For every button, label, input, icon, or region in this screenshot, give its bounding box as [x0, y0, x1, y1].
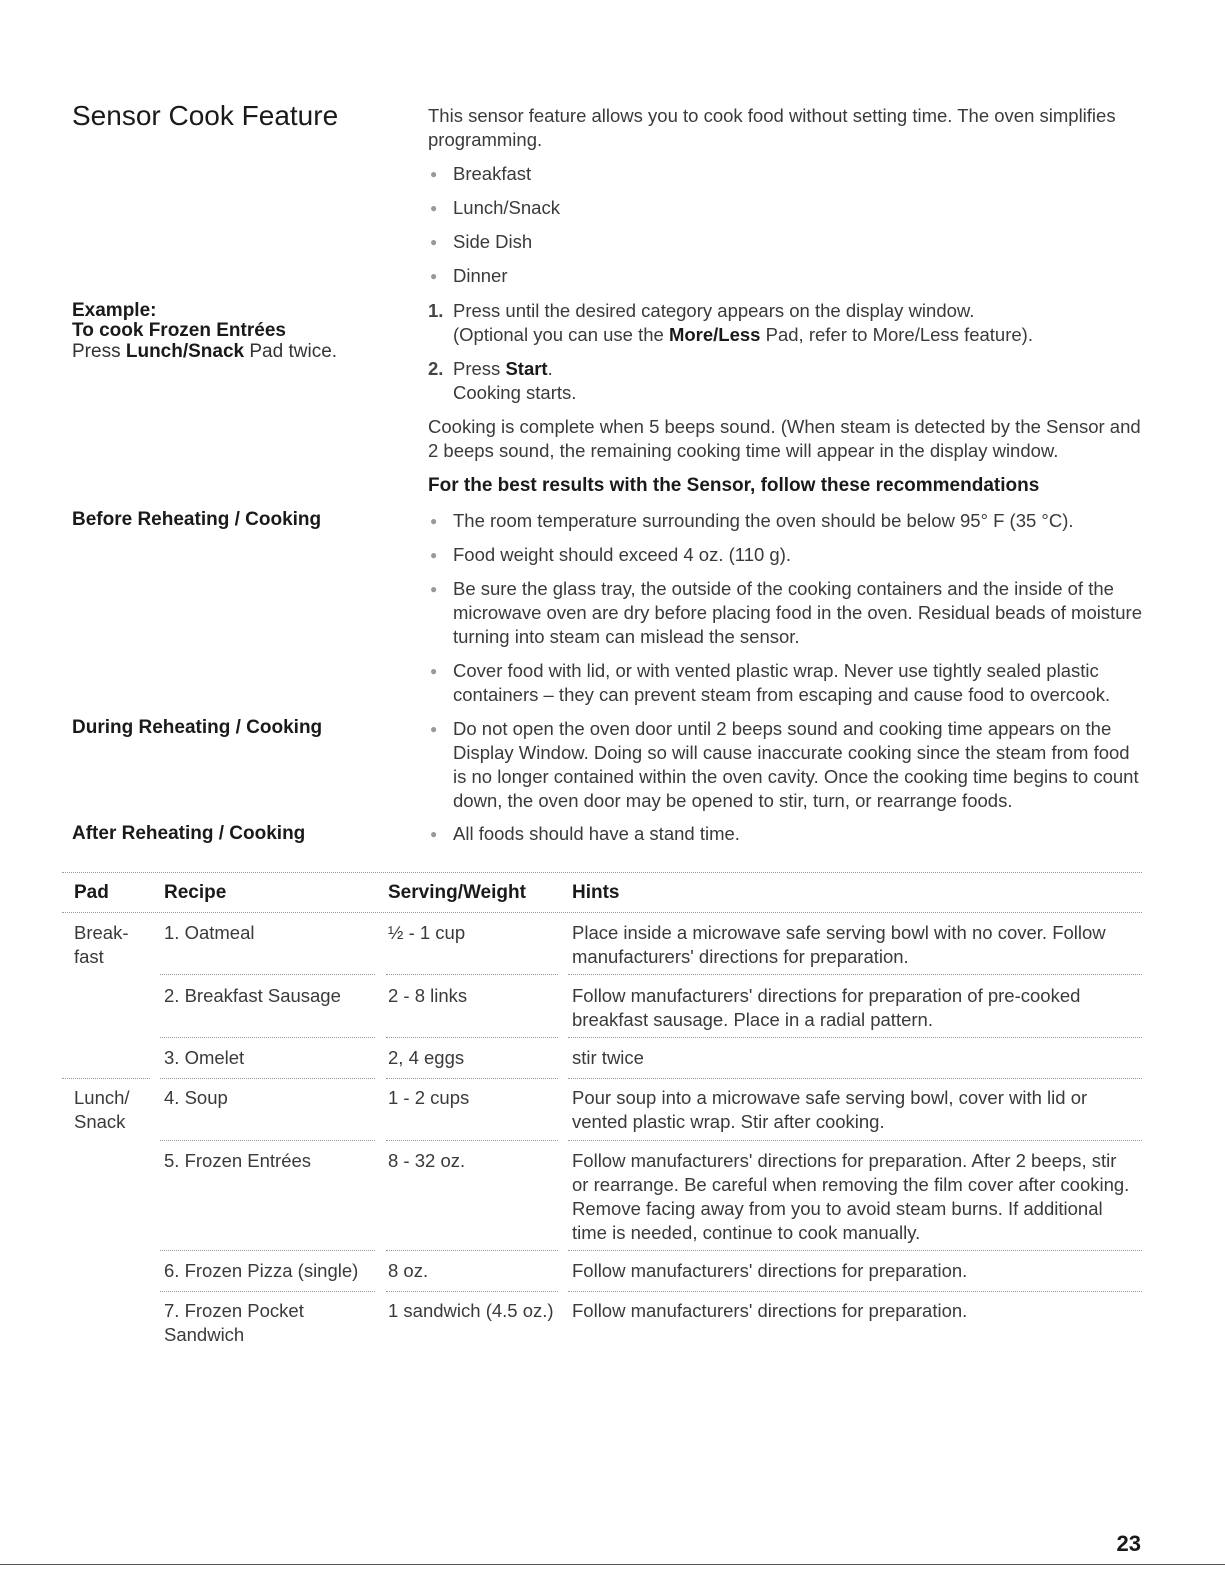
table-cell-recipe: 1. Oatmeal: [164, 922, 255, 943]
table-cell-recipe: 4. Soup: [164, 1087, 228, 1108]
table-divider: [62, 872, 1142, 873]
table-cell-serving: 1 - 2 cups: [388, 1087, 470, 1108]
table-divider: [160, 1140, 375, 1141]
page-bottom-rule: [0, 1564, 1225, 1565]
table-divider: [62, 912, 1142, 913]
table-divider: [568, 1291, 1142, 1292]
table-cell-hints: Follow manufacturers' directions for preparation of pre-cooked breakfast sausage. Place in a radial pattern.: [572, 985, 1081, 1030]
table-cell-hints: Place inside a microwave safe serving bowl with no cover. Follow manufacturers' directions for preparation.: [572, 922, 1106, 967]
bullet-icon: ●: [430, 235, 438, 249]
table-cell-recipe: 2. Breakfast Sausage: [164, 985, 341, 1006]
table-cell-serving: 1 sandwich (4.5 oz.): [388, 1300, 554, 1321]
table-header-serving: Serving/Weight: [388, 882, 526, 903]
table-divider: [160, 1078, 375, 1079]
table-cell-serving: 8 oz.: [388, 1260, 429, 1281]
table-cell-serving: ½ - 1 cup: [388, 922, 466, 943]
bullet-icon: ●: [430, 201, 438, 215]
before-bullet: ● The room temperature surrounding the oven should be below 95° F (35 °C).: [430, 510, 1074, 531]
table-cell-recipe: 7. Frozen Pocket Sandwich: [164, 1300, 304, 1345]
before-heading: Before Reheating / Cooking: [72, 509, 322, 530]
during-bullet: ● Do not open the oven door until 2 beeps sound and cooking time appears on the Display Window. Doing so will cause inaccurate cooking since the steam from food is no longer contained within the oven cavity. Once the cooking time begins to count down, the oven door may be opened to stir, turn, or rearrange foods.: [430, 718, 1139, 811]
category-item: ● Dinner: [430, 265, 508, 286]
table-divider: [568, 1078, 1142, 1079]
table-header-recipe: Recipe: [164, 882, 227, 903]
table-divider: [160, 1037, 375, 1038]
intro-text: This sensor feature allows you to cook food without setting time. The oven simplifies programming.: [428, 105, 1116, 150]
page-number: 23: [1116, 1531, 1141, 1556]
table-divider: [568, 1037, 1142, 1038]
table-header-hints: Hints: [572, 882, 620, 903]
bullet-icon: ●: [430, 664, 438, 678]
table-divider: [62, 1078, 150, 1079]
step-1: 1. Press until the desired category appears on the display window. (Optional you can use the More/Less Pad, refer to More/Less feature).: [428, 300, 1033, 345]
after-heading: After Reheating / Cooking: [72, 823, 306, 844]
table-divider: [160, 1250, 375, 1251]
after-bullet: ● All foods should have a stand time.: [430, 823, 740, 844]
table-cell-hints: Follow manufacturers' directions for preparation.: [572, 1260, 968, 1281]
table-cell-hints: Follow manufacturers' directions for preparation. After 2 beeps, stir or rearrange. Be careful when removing the film cover after cooking. Remove facing away from you to avoid steam burns. If additional time is needed, continue to cook manually.: [572, 1150, 1130, 1243]
before-bullet: ● Be sure the glass tray, the outside of the cooking containers and the inside of the microwave oven are dry before placing food in the oven. Residual beads of moisture turning into steam can mislead the sensor.: [430, 578, 1142, 647]
complete-text: Cooking is complete when 5 beeps sound. (When steam is detected by the Sensor and 2 beeps sound, the remaining cooking time will appear in the display window.: [428, 416, 1141, 461]
table-divider: [386, 1291, 558, 1292]
bullet-icon: ●: [430, 722, 438, 736]
table-cell-recipe: 6. Frozen Pizza (single): [164, 1260, 359, 1281]
example-subtitle: To cook Frozen Entrées: [72, 320, 286, 341]
table-divider: [160, 1291, 375, 1292]
category-item: ● Side Dish: [430, 231, 533, 252]
table-divider: [386, 1037, 558, 1038]
bullet-icon: ●: [430, 514, 438, 528]
table-cell-serving: 8 - 32 oz.: [388, 1150, 466, 1171]
category-item: ● Lunch/Snack: [430, 197, 560, 218]
table-cell-serving: 2, 4 eggs: [388, 1047, 465, 1068]
category-item: ● Breakfast: [430, 163, 532, 184]
table-cell-pad: Break- fast: [74, 922, 129, 967]
step-2: 2. Press Start. Cooking starts.: [428, 358, 577, 403]
example-instruction: Press Lunch/Snack Pad twice.: [72, 341, 338, 362]
bullet-icon: ●: [430, 548, 438, 562]
table-divider: [160, 974, 375, 975]
table-cell-hints: stir twice: [572, 1047, 644, 1068]
table-divider: [568, 1140, 1142, 1141]
bullet-icon: ●: [430, 269, 438, 283]
table-divider: [386, 1078, 558, 1079]
during-heading: During Reheating / Cooking: [72, 717, 323, 738]
table-cell-recipe: 5. Frozen Entrées: [164, 1150, 312, 1171]
table-cell-hints: Pour soup into a microwave safe serving bowl, cover with lid or vented plastic wrap. Stir after cooking.: [572, 1087, 1088, 1132]
table-cell-serving: 2 - 8 links: [388, 985, 468, 1006]
table-header-pad: Pad: [74, 882, 109, 903]
example-label: Example:: [72, 300, 157, 321]
table-cell-pad: Lunch/ Snack: [74, 1087, 130, 1132]
bullet-icon: ●: [430, 167, 438, 181]
table-divider: [568, 974, 1142, 975]
table-divider: [386, 1140, 558, 1141]
table-divider: [386, 1250, 558, 1251]
table-divider: [386, 974, 558, 975]
bullet-icon: ●: [430, 582, 438, 596]
recommend-heading: For the best results with the Sensor, follow these recommendations: [428, 475, 1040, 496]
table-cell-hints: Follow manufacturers' directions for preparation.: [572, 1300, 968, 1321]
table-divider: [568, 1250, 1142, 1251]
before-bullet: ● Cover food with lid, or with vented plastic wrap. Never use tightly sealed plastic containers – they can prevent steam from escaping and cause food to overcook.: [430, 660, 1111, 705]
page-title: Sensor Cook Feature: [72, 100, 339, 131]
before-bullet: ● Food weight should exceed 4 oz. (110 g).: [430, 544, 792, 565]
table-cell-recipe: 3. Omelet: [164, 1047, 245, 1068]
bullet-icon: ●: [430, 827, 438, 841]
